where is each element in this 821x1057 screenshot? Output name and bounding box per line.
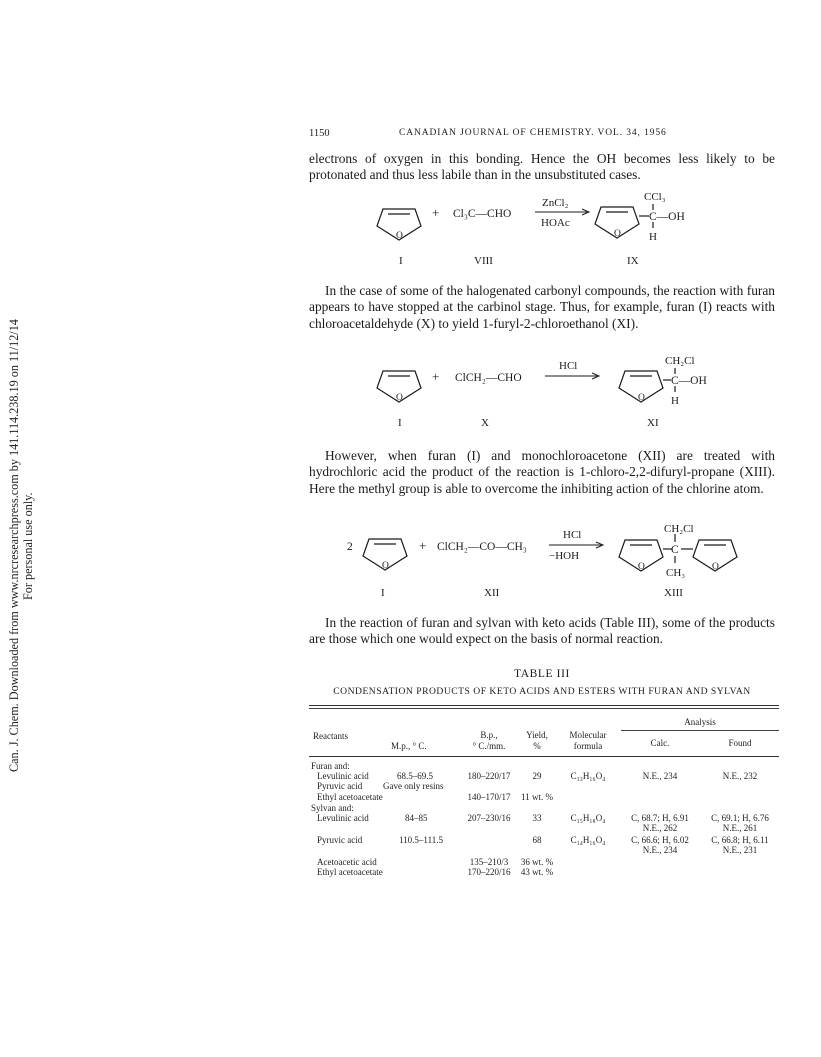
- ring-oxygen: O: [638, 562, 645, 572]
- row-5-calc-ne: N.E., 262: [642, 823, 678, 833]
- row-7-yield: 36 wt. %: [520, 857, 554, 867]
- product-side-group: C—OH: [649, 211, 685, 223]
- row-3-bp: 140–170/17: [467, 792, 511, 802]
- header-analysis: Analysis: [684, 717, 716, 727]
- row-7-reactant: Acetoacetic acid: [317, 857, 377, 867]
- header-formula-2: formula: [573, 741, 603, 751]
- plus-sign: +: [419, 538, 427, 553]
- header-yield-unit: %: [533, 741, 541, 751]
- watermark-line-2: For personal use only.: [21, 492, 35, 600]
- table-rule: [621, 730, 779, 731]
- row-6-found: C, 66.8; H, 6.11: [711, 835, 769, 845]
- table-title: TABLE III: [514, 668, 570, 680]
- catalyst-top: HCl: [563, 529, 582, 541]
- header-bp: B.p.,: [480, 730, 498, 740]
- product-center-carbon: C: [671, 544, 679, 556]
- paragraph-4: In the reaction of furan and sylvan with keto acids (Table III), some of the products are those which one would expect on the basis of normal reaction.: [309, 615, 775, 647]
- reagent: Cl₃C—CHO: [453, 208, 512, 220]
- header-bp-unit: ° C./mm.: [472, 741, 506, 751]
- row-5-found: C, 69.1; H, 6.76: [711, 813, 769, 823]
- product-bottom-group: H: [649, 231, 657, 243]
- ring-oxygen: O: [396, 231, 403, 241]
- row-5-yield: 33: [532, 813, 542, 823]
- catalyst-top: ZnCl₂: [542, 197, 569, 209]
- row-3-reactant: Ethyl acetoacetate: [317, 792, 383, 802]
- row-8-reactant: Ethyl acetoacetate: [317, 867, 383, 877]
- row-5-formula: C₁₅H₁₈O₄: [570, 813, 606, 823]
- product-top-group: CCl₃: [644, 191, 666, 203]
- furan-ring-icon: [619, 534, 693, 571]
- table-rule: [309, 756, 779, 757]
- page-number: 1150: [309, 128, 330, 139]
- row-1-mp: 68.5–69.5: [397, 771, 433, 781]
- product-bottom-group: CH₃: [666, 567, 686, 579]
- row-2-reactant: Pyruvic acid: [317, 781, 363, 791]
- header-reactants: Reactants: [313, 731, 348, 741]
- reaction-2-scheme: [309, 354, 779, 432]
- reagent: ClCH₂—CHO: [455, 372, 522, 384]
- product-side-group: C—OH: [671, 375, 707, 387]
- row-8-bp: 170–220/16: [467, 867, 511, 877]
- row-6-formula: C₁₄H₁₆O₄: [570, 835, 606, 845]
- row-6-yield: 68: [532, 835, 542, 845]
- catalyst-bottom: HOAc: [541, 217, 570, 229]
- row-5-reactant: Levulinic acid: [317, 813, 369, 823]
- row-6-found-ne: N.E., 231: [722, 845, 758, 855]
- reaction-1-scheme: [309, 188, 779, 272]
- header-formula: Molecular: [569, 730, 607, 740]
- compound-label: XII: [484, 587, 500, 599]
- row-1-found: N.E., 232: [722, 771, 758, 781]
- compound-label: I: [398, 417, 402, 429]
- header-calc: Calc.: [650, 738, 670, 748]
- table-rule: [309, 708, 779, 709]
- paragraph-2: In the case of some of the halogenated carbonyl compounds, the reaction with furan appears to have stopped at the carbinol stage. Thus, for example, furan (I) reacts with chloroacetaldehyde (X) to yield 1-furyl-2-chloroethanol (XI).: [309, 283, 775, 331]
- row-1-reactant: Levulinic acid: [317, 771, 369, 781]
- header-mp: M.p., ° C.: [391, 741, 427, 751]
- compound-label: XIII: [664, 587, 683, 599]
- coefficient: 2: [347, 541, 353, 553]
- compound-label: X: [481, 417, 489, 429]
- catalyst-top: HCl: [559, 360, 578, 372]
- paragraph-1: electrons of oxygen in this bonding. Hence the OH becomes less likely to be protonated and thus less labile than in the unsubstituted cases.: [309, 151, 775, 183]
- compound-label: I: [381, 587, 385, 599]
- row-1-yield: 29: [532, 771, 542, 781]
- row-5-found-ne: N.E., 261: [722, 823, 758, 833]
- row-6-reactant: Pyruvic acid: [317, 835, 363, 845]
- table-caption: CONDENSATION PRODUCTS OF KETO ACIDS AND ESTERS WITH FURAN AND SYLVAN: [333, 686, 751, 697]
- row-3-yield: 11 wt. %: [521, 792, 553, 802]
- row-1-formula: C₁₃H₁₆O₄: [570, 771, 606, 781]
- row-5-bp: 207–230/16: [467, 813, 511, 823]
- catalyst-bottom: −HOH: [549, 550, 580, 562]
- row-6-calc-ne: N.E., 234: [642, 845, 678, 855]
- reagent: ClCH₂—CO—CH₃: [437, 541, 527, 553]
- running-header: [309, 128, 773, 144]
- header-found: Found: [728, 738, 752, 748]
- plus-sign: +: [432, 205, 440, 220]
- row-1-bp: 180–220/17: [467, 771, 511, 781]
- download-watermark: [0, 140, 46, 780]
- furan-ring-icon: [619, 368, 675, 402]
- row-2-note: Gave only resins: [383, 781, 444, 791]
- furan-ring-icon: [595, 204, 653, 238]
- running-title: CANADIAN JOURNAL OF CHEMISTRY. VOL. 34, 1956: [399, 128, 667, 138]
- compound-label: VIII: [474, 255, 493, 267]
- data-table: [309, 705, 779, 885]
- ring-oxygen: O: [712, 562, 719, 572]
- row-6-calc: C, 66.6; H, 6.02: [631, 835, 689, 845]
- compound-label: IX: [627, 255, 639, 267]
- row-5-calc: C, 68.7; H, 6.91: [631, 813, 689, 823]
- product-top-group: CH₂Cl: [665, 355, 695, 367]
- header-yield: Yield,: [526, 730, 548, 740]
- plus-sign: +: [432, 369, 440, 384]
- ring-oxygen: O: [382, 561, 389, 571]
- row-7-bp: 135–210/3: [469, 857, 509, 867]
- table-rule: [309, 705, 779, 706]
- table-row-group: Sylvan and:: [311, 803, 354, 813]
- table-row-group: Furan and:: [311, 761, 350, 771]
- row-6-mp: 110.5–111.5: [399, 835, 443, 845]
- compound-label: I: [399, 255, 403, 267]
- compound-label: XI: [647, 417, 659, 429]
- reaction-3-scheme: [309, 520, 779, 602]
- ring-oxygen: O: [638, 393, 645, 403]
- product-top-group: CH₂Cl: [664, 523, 694, 535]
- row-5-mp: 84–85: [405, 813, 428, 823]
- product-bottom-group: H: [671, 395, 679, 407]
- ring-oxygen: O: [396, 393, 403, 403]
- row-8-yield: 43 wt. %: [520, 867, 554, 877]
- ring-oxygen: O: [614, 229, 621, 239]
- row-1-calc: N.E., 234: [642, 771, 678, 781]
- watermark-line-1: Can. J. Chem. Downloaded from www.nrcresearchpress.com by 141.114.238.19 on 11/12/14: [7, 319, 21, 772]
- paragraph-3: However, when furan (I) and monochloroacetone (XII) are treated with hydrochloric acid the product of the reaction is 1-chloro-2,2-difuryl-propane (XIII). Here the methyl group is able to overcome the inhibiting action of the chlorine atom.: [309, 448, 775, 496]
